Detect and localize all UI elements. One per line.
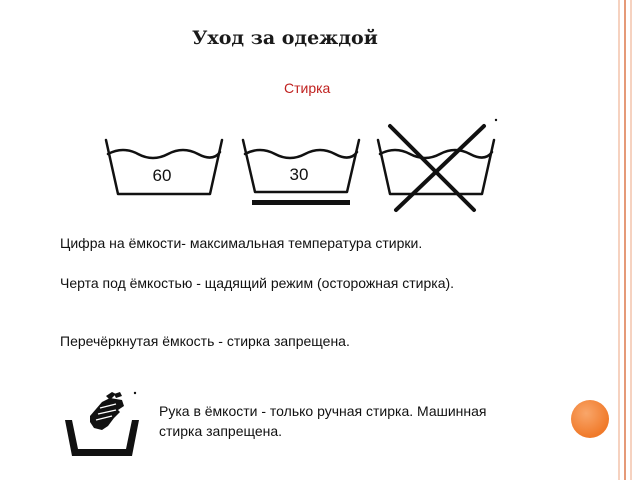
decor-stripe-3 <box>630 0 632 480</box>
wash-60-label: 60 <box>152 166 172 185</box>
slide-title: Уход за одеждой <box>192 27 378 49</box>
description-hand-wash-line2: стирка запрещена. <box>159 423 283 439</box>
decor-orange-circle <box>571 400 609 438</box>
section-subtitle: Стирка <box>284 80 331 96</box>
description-gentle: Черта под ёмкостью - щадящий режим (осторожная стирка). <box>60 275 455 291</box>
decor-stripe-2 <box>624 0 626 480</box>
gentle-bar-icon <box>252 200 350 205</box>
description-temperature: Цифра на ёмкости- максимальная температура стирки. <box>60 235 423 251</box>
no-wash-icon <box>370 118 502 216</box>
description-hand-wash-line1: Рука в ёмкости - только ручная стирка. Машинная <box>159 403 487 419</box>
wash-60-icon <box>98 134 228 204</box>
hand-wash-icon <box>60 390 144 462</box>
decor-stripe-1 <box>618 0 620 480</box>
wash-30-label: 30 <box>289 165 309 184</box>
wash-30-gentle-icon <box>235 134 365 210</box>
description-no-wash: Перечёркнутая ёмкость - стирка запрещена. <box>60 333 350 349</box>
